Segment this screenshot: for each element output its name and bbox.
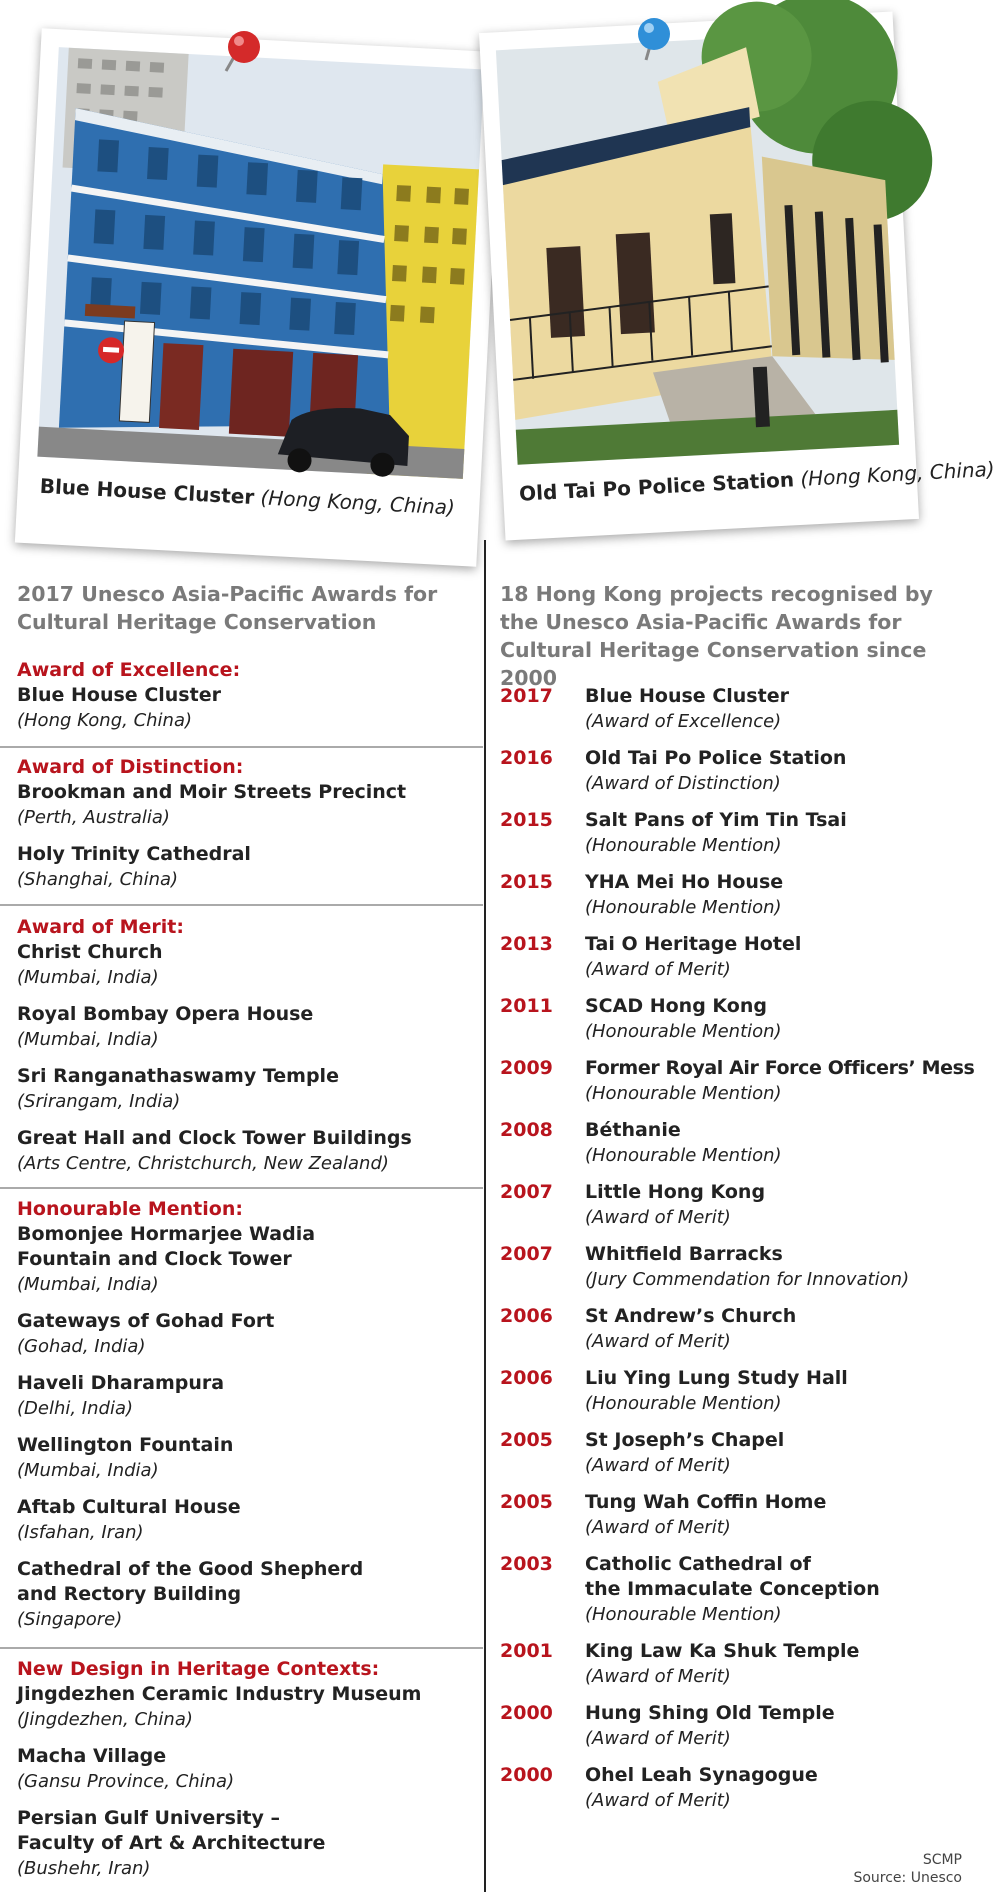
project-award: (Award of Merit) <box>585 1207 731 1228</box>
project-year: 2016 <box>500 747 553 769</box>
project-name: King Law Ka Shuk Temple <box>585 1640 860 1662</box>
award-entry <box>17 1682 487 1732</box>
project-year: 2009 <box>500 1057 553 1079</box>
photo-caption-location: (Hong Kong, China) <box>259 485 456 520</box>
project-award: (Honourable Mention) <box>585 1083 782 1104</box>
award-entry <box>17 1309 487 1359</box>
police-station-photo <box>496 30 899 464</box>
project-name: Little Hong Kong <box>585 1181 766 1203</box>
entry-location: (Isfahan, Iran) <box>17 1522 144 1543</box>
entry-location: (Mumbai, India) <box>17 1274 159 1295</box>
project-name: Tai O Heritage Hotel <box>585 933 802 955</box>
entry-name: Brookman and Moir Streets Precinct <box>17 781 407 803</box>
project-year: 2007 <box>500 1243 553 1265</box>
entry-name: Wellington Fountain <box>17 1434 234 1456</box>
entry-name: Cathedral of the Good Shepherd and Rectory Building <box>17 1558 364 1605</box>
project-award: (Award of Merit) <box>585 1790 731 1811</box>
project-award: (Honourable Mention) <box>585 1393 782 1414</box>
project-name: Béthanie <box>585 1119 681 1141</box>
award-entry <box>17 1744 487 1794</box>
project-name: SCAD Hong Kong <box>585 995 767 1017</box>
section-award-of-distinction <box>17 755 487 904</box>
entry-location: (Mumbai, India) <box>17 967 159 988</box>
project-year: 2005 <box>500 1491 553 1513</box>
photo-caption-left <box>39 474 480 521</box>
project-award: (Award of Excellence) <box>585 711 782 732</box>
project-year: 2000 <box>500 1702 553 1724</box>
entry-location: (Srirangam, India) <box>17 1091 181 1112</box>
project-name: Old Tai Po Police Station <box>585 747 847 769</box>
award-entry <box>17 1371 487 1421</box>
entry-location: (Mumbai, India) <box>17 1029 159 1050</box>
project-year: 2017 <box>500 685 553 707</box>
entry-name: Jingdezhen Ceramic Industry Museum <box>17 1683 422 1705</box>
project-year: 2000 <box>500 1764 553 1786</box>
entry-name: Haveli Dharampura <box>17 1372 225 1394</box>
section-title: Award of Excellence: <box>17 659 241 681</box>
photo-blue-house-cluster <box>15 28 503 566</box>
project-award: (Honourable Mention) <box>585 1604 782 1625</box>
award-entry <box>17 1002 487 1052</box>
entry-location: (Shanghai, China) <box>17 869 179 890</box>
project-year: 2015 <box>500 871 553 893</box>
award-entry <box>17 1064 487 1114</box>
credit-source: Source: Unesco <box>853 1870 962 1886</box>
project-year: 2006 <box>500 1367 553 1389</box>
project-name: Former Royal Air Force Officers’ Mess <box>585 1057 975 1079</box>
section-title: Honourable Mention: <box>17 1198 243 1220</box>
section-award-of-merit <box>17 915 487 1188</box>
project-year: 2003 <box>500 1553 553 1575</box>
entry-name: Bomonjee Hormarjee Wadia Fountain and Clock Tower <box>17 1223 316 1270</box>
award-entry <box>17 1126 487 1176</box>
project-award: (Award of Merit) <box>585 1666 731 1687</box>
award-entry <box>17 1222 487 1297</box>
award-entry <box>17 842 487 892</box>
entry-location: (Gohad, India) <box>17 1336 146 1357</box>
section-title: Award of Distinction: <box>17 756 244 778</box>
section-title: New Design in Heritage Contexts: <box>17 1658 380 1680</box>
award-entry <box>17 683 487 733</box>
entry-location: (Bushehr, Iran) <box>17 1858 151 1879</box>
award-entry <box>17 1806 487 1881</box>
section-separator <box>0 746 483 748</box>
photo-caption-location: (Hong Kong, China) <box>799 456 996 491</box>
project-award: (Award of Merit) <box>585 1331 731 1352</box>
photo-caption-right <box>518 456 996 506</box>
project-name: St Andrew’s Church <box>585 1305 797 1327</box>
project-name: Salt Pans of Yim Tin Tsai <box>585 809 847 831</box>
blue-house-photo <box>37 47 484 479</box>
left-column-heading: 2017 Unesco Asia-Pacific Awards for Cultural Heritage Conservation <box>17 582 438 634</box>
project-award: (Honourable Mention) <box>585 1021 782 1042</box>
blue-pushpin-icon <box>628 12 678 62</box>
entry-name: Blue House Cluster <box>17 684 221 706</box>
project-award: (Honourable Mention) <box>585 835 782 856</box>
entry-name: Royal Bombay Opera House <box>17 1003 314 1025</box>
project-year: 2008 <box>500 1119 553 1141</box>
project-name: Liu Ying Lung Study Hall <box>585 1367 848 1389</box>
entry-name: Holy Trinity Cathedral <box>17 843 251 865</box>
red-pushpin-icon <box>218 25 268 75</box>
entry-location: (Delhi, India) <box>17 1398 134 1419</box>
project-year: 2001 <box>500 1640 553 1662</box>
project-award: (Honourable Mention) <box>585 1145 782 1166</box>
photo-caption-name: Old Tai Po Police Station <box>518 467 795 506</box>
section-new-design-in-heritage-contexts <box>17 1657 487 1893</box>
section-honourable-mention <box>17 1197 487 1644</box>
award-entry <box>17 1495 487 1545</box>
entry-location: (Jingdezhen, China) <box>17 1709 193 1730</box>
section-separator <box>0 1187 483 1189</box>
project-name: Blue House Cluster <box>585 685 789 707</box>
entry-location: (Hong Kong, China) <box>17 710 193 731</box>
photo-old-tai-po-police-station <box>479 12 996 541</box>
entry-name: Christ Church <box>17 941 163 963</box>
project-award: (Jury Commendation for Innovation) <box>585 1269 910 1290</box>
project-year: 2015 <box>500 809 553 831</box>
project-award: (Award of Merit) <box>585 959 731 980</box>
project-name: Whitfield Barracks <box>585 1243 783 1265</box>
entry-location: (Arts Centre, Christchurch, New Zealand) <box>17 1153 389 1174</box>
project-award: (Award of Distinction) <box>585 773 781 794</box>
project-name: YHA Mei Ho House <box>585 871 784 893</box>
entry-location: (Perth, Australia) <box>17 807 170 828</box>
entry-location: (Singapore) <box>17 1609 123 1630</box>
entry-name: Macha Village <box>17 1745 167 1767</box>
project-year: 2011 <box>500 995 553 1017</box>
photo-caption-name: Blue House Cluster <box>39 473 255 510</box>
entry-name: Great Hall and Clock Tower Buildings <box>17 1127 412 1149</box>
credit-publisher: SCMP <box>922 1852 962 1868</box>
entry-name: Gateways of Gohad Fort <box>17 1310 275 1332</box>
project-year: 2013 <box>500 933 553 955</box>
project-award: (Award of Merit) <box>585 1455 731 1476</box>
project-year: 2005 <box>500 1429 553 1451</box>
project-name: St Joseph’s Chapel <box>585 1429 785 1451</box>
right-column-heading: 18 Hong Kong projects recognised by the Unesco Asia-Pacific Awards for Cultural Heritage Conservation since 2000 <box>500 582 933 690</box>
section-separator <box>0 904 483 906</box>
entry-name: Aftab Cultural House <box>17 1496 241 1518</box>
project-name: Ohel Leah Synagogue <box>585 1764 818 1786</box>
project-award: (Award of Merit) <box>585 1728 731 1749</box>
project-award: (Honourable Mention) <box>585 897 782 918</box>
award-entry <box>17 1433 487 1483</box>
entry-location: (Gansu Province, China) <box>17 1771 235 1792</box>
project-name: Hung Shing Old Temple <box>585 1702 835 1724</box>
award-entry <box>17 940 487 990</box>
project-year: 2007 <box>500 1181 553 1203</box>
award-entry <box>17 1557 487 1632</box>
entry-name: Persian Gulf University – Faculty of Art & Architecture <box>17 1807 326 1854</box>
entry-name: Sri Ranganathaswamy Temple <box>17 1065 339 1087</box>
project-year: 2006 <box>500 1305 553 1327</box>
section-separator <box>0 1647 483 1649</box>
award-entry <box>17 780 487 830</box>
section-title: Award of Merit: <box>17 916 184 938</box>
project-name: Tung Wah Coffin Home <box>585 1491 827 1513</box>
project-award: (Award of Merit) <box>585 1517 731 1538</box>
section-award-of-excellence <box>17 658 487 745</box>
entry-location: (Mumbai, India) <box>17 1460 159 1481</box>
project-name: Catholic Cathedral of the Immaculate Conception <box>585 1553 880 1600</box>
